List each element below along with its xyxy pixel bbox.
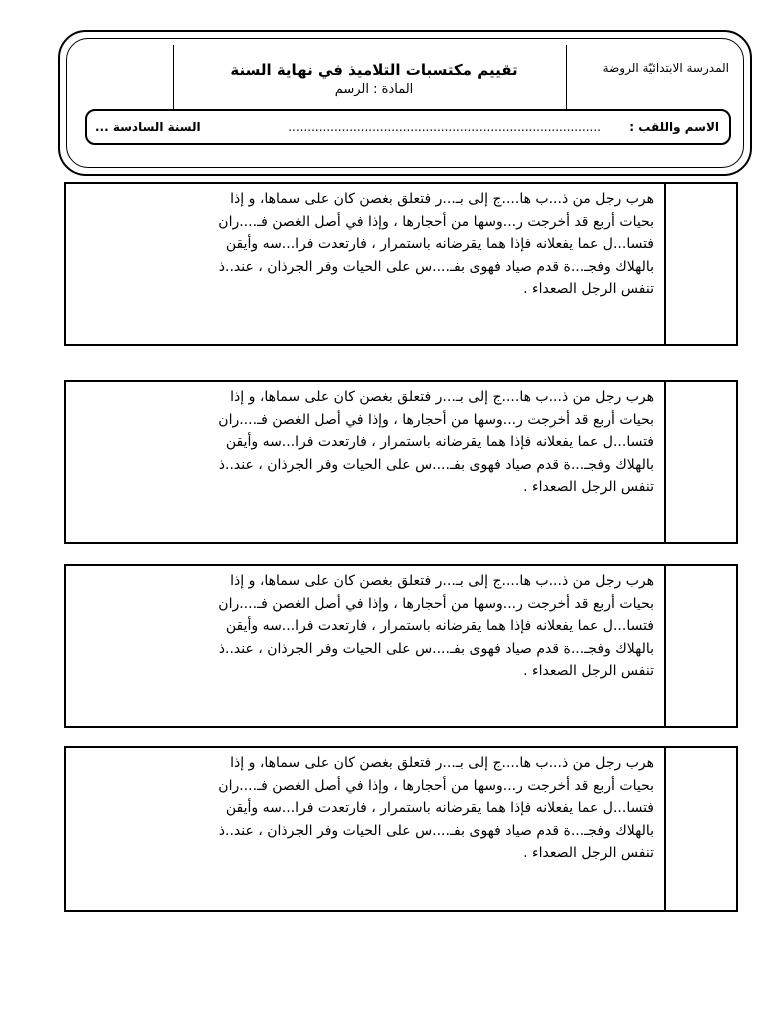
- passage-line: بالهلاك وفجـ...ة قدم صياد فهوى بفـ....س على الحيات وفر الجرذان ، عند..ذ: [218, 640, 654, 657]
- passage-block: [64, 182, 738, 346]
- name-dots: ..................................................................................: [288, 120, 601, 134]
- header-frame: [58, 30, 752, 176]
- passage-line: فتسا...ل عما يفعلانه فإذا هما يقرضانه باستمرار ، فارتعدت فرا...سه وأيقن: [225, 236, 654, 253]
- passage-block: [64, 380, 738, 544]
- name-field[interactable]: [85, 109, 731, 145]
- passage-line: تنفس الرجل الصعداء .: [523, 845, 654, 862]
- passage-line: بالهلاك وفجـ...ة قدم صياد فهوى بفـ....س على الحيات وفر الجرذان ، عند..ذ: [218, 822, 654, 839]
- score-divider: [664, 748, 666, 910]
- passage-line: هرب رجل من ذ...ب ها....ج إلى بـ...ر فتعلق بغصن كان على سماها، و إذا: [230, 573, 654, 589]
- passage-line: تنفس الرجل الصعداء .: [523, 281, 654, 298]
- header-divider: [173, 45, 174, 109]
- score-divider: [664, 382, 666, 542]
- passage-line: بالهلاك وفجـ...ة قدم صياد فهوى بفـ....س على الحيات وفر الجرذان ، عند..ذ: [218, 456, 654, 473]
- passage-line: فتسا...ل عما يفعلانه فإذا هما يقرضانه باستمرار ، فارتعدت فرا...سه وأيقن: [225, 800, 654, 817]
- passage-line: بحيات أربع قد أخرجت ر...وسها من أحجارها ، وإذا في أصل الغصن فـ....ران: [218, 777, 654, 794]
- passage-block: [64, 746, 738, 912]
- score-divider: [664, 566, 666, 726]
- passage-line: بالهلاك وفجـ...ة قدم صياد فهوى بفـ....س على الحيات وفر الجرذان ، عند..ذ: [218, 258, 654, 275]
- header-divider: [566, 45, 567, 109]
- passage-line: هرب رجل من ذ...ب ها....ج إلى بـ...ر فتعلق بغصن كان على سماها، و إذا: [230, 755, 654, 771]
- passage-line: بحيات أربع قد أخرجت ر...وسها من أحجارها ، وإذا في أصل الغصن فـ....ران: [218, 411, 654, 428]
- header-inner-frame: [66, 38, 744, 168]
- passage-text: [74, 188, 654, 301]
- passage-line: هرب رجل من ذ...ب ها....ج إلى بـ...ر فتعلق بغصن كان على سماها، و إذا: [230, 191, 654, 207]
- passage-line: فتسا...ل عما يفعلانه فإذا هما يقرضانه باستمرار ، فارتعدت فرا...سه وأيقن: [225, 618, 654, 635]
- passage-text: [74, 386, 654, 499]
- passage-line: تنفس الرجل الصعداء .: [523, 663, 654, 680]
- passage-block: [64, 564, 738, 728]
- name-label: الاسم واللقب :: [629, 120, 719, 134]
- school-name: المدرسة الابتدائيّة الروضة: [602, 61, 729, 75]
- passage-text: [74, 752, 654, 865]
- title-box: [189, 45, 559, 109]
- subject-label: المادة : الرسم: [334, 82, 414, 97]
- score-divider: [664, 184, 666, 344]
- passage-line: بحيات أربع قد أخرجت ر...وسها من أحجارها ، وإذا في أصل الغصن فـ....ران: [218, 595, 654, 612]
- passage-line: فتسا...ل عما يفعلانه فإذا هما يقرضانه باستمرار ، فارتعدت فرا...سه وأيقن: [225, 434, 654, 451]
- passage-text: [74, 570, 654, 683]
- level-label: السنة السادسة ...: [95, 120, 201, 134]
- passage-line: بحيات أربع قد أخرجت ر...وسها من أحجارها ، وإذا في أصل الغصن فـ....ران: [218, 213, 654, 230]
- passage-line: تنفس الرجل الصعداء .: [523, 479, 654, 496]
- page-title: تقييم مكتسبات التلاميذ في نهاية السنة: [230, 61, 518, 79]
- passage-line: هرب رجل من ذ...ب ها....ج إلى بـ...ر فتعلق بغصن كان على سماها، و إذا: [230, 389, 654, 405]
